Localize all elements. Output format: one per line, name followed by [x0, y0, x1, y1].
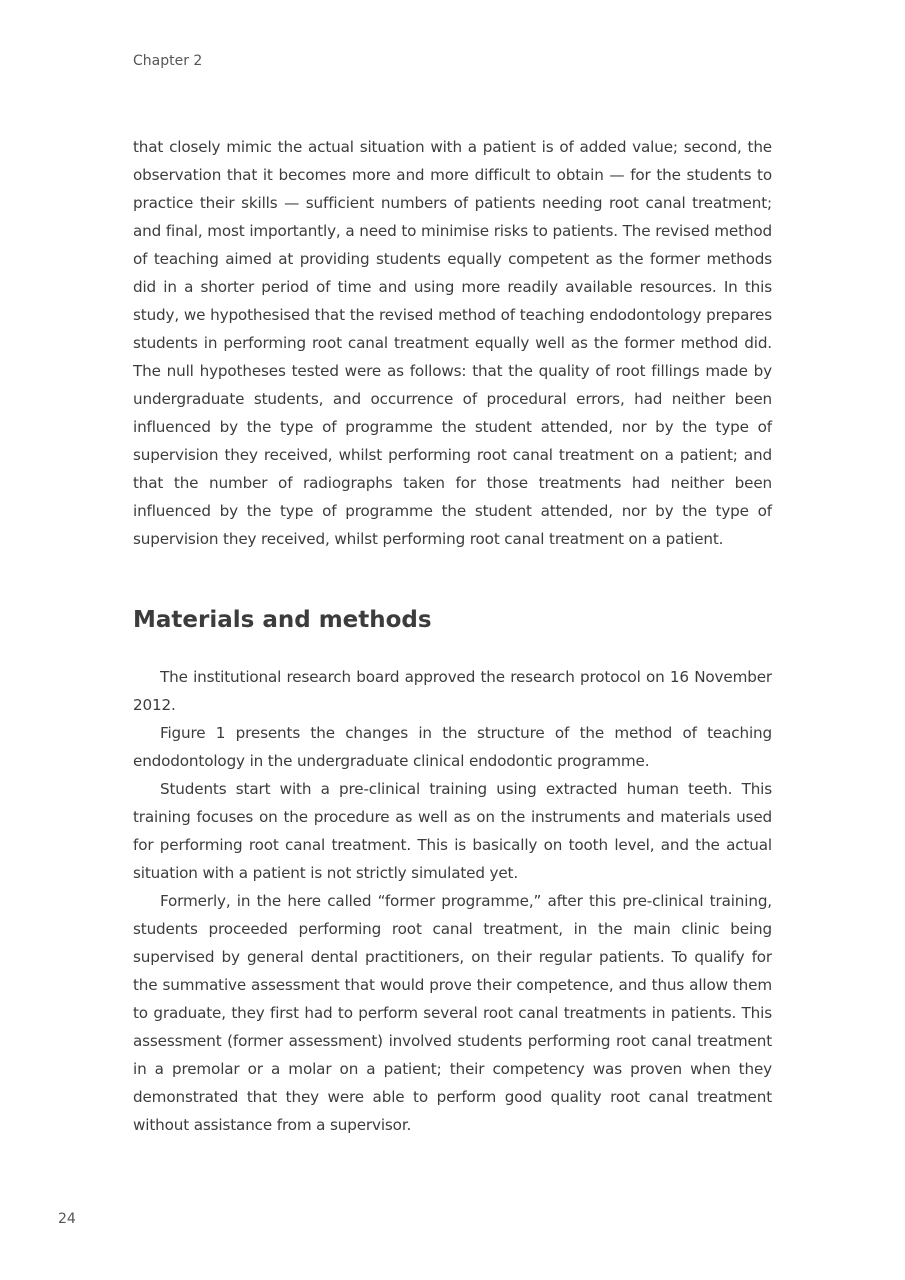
- body-paragraph-1: The institutional research board approved the research protocol on 16 November 2012.: [133, 668, 772, 714]
- body-paragraph-3: Students start with a pre-clinical training using extracted human teeth. This training focuses on the procedure as well as on the instruments and materials used for performing root canal treatment. This is basically on tooth level, and the actual situation with a patient is not strictly simulated yet.: [133, 780, 772, 882]
- page-number: 24: [58, 1211, 76, 1227]
- body-paragraph-2: Figure 1 presents the changes in the structure of the method of teaching endodontology in the undergraduate clinical endodontic programme.: [133, 724, 772, 770]
- running-head: Chapter 2: [133, 53, 203, 69]
- page-body: [133, 133, 772, 1139]
- section-heading: Materials and methods: [133, 607, 432, 633]
- intro-paragraph: that closely mimic the actual situation with a patient is of added value; second, the observation that it becomes more and more difficult to obtain — for the students to practice their skills — sufficient numbers of patients needing root canal treatment; and final, most importantly, a need to minimise risks to patients. The revised method of teaching aimed at providing students equally competent as the former methods did in a shorter period of time and using more readily available resources. In this study, we hypothesised that the revised method of teaching endodontology prepares students in performing root canal treatment equally well as the former method did. The null hypotheses tested were as follows: that the quality of root fillings made by undergraduate students, and occurrence of procedural errors, had neither been influenced by the type of programme the student attended, nor by the type of supervision they received, whilst performing root canal treatment on a patient; and that the number of radiographs taken for those treatments had neither been influenced by the type of programme the student attended, nor by the type of supervision they received, whilst performing root canal treatment on a patient.: [133, 138, 772, 548]
- body-paragraph-4: Formerly, in the here called “former programme,” after this pre-clinical training, students proceeded performing root canal treatment, in the main clinic being supervised by general dental practitioners, on their regular patients. To qualify for the summative assessment that would prove their competence, and thus allow them to graduate, they first had to perform several root canal treatments in patients. This assessment (former assessment) involved students performing root canal treatment in a premolar or a molar on a patient; their competency was proven when they demonstrated that they were able to perform good quality root canal treatment without assistance from a supervisor.: [133, 892, 772, 1134]
